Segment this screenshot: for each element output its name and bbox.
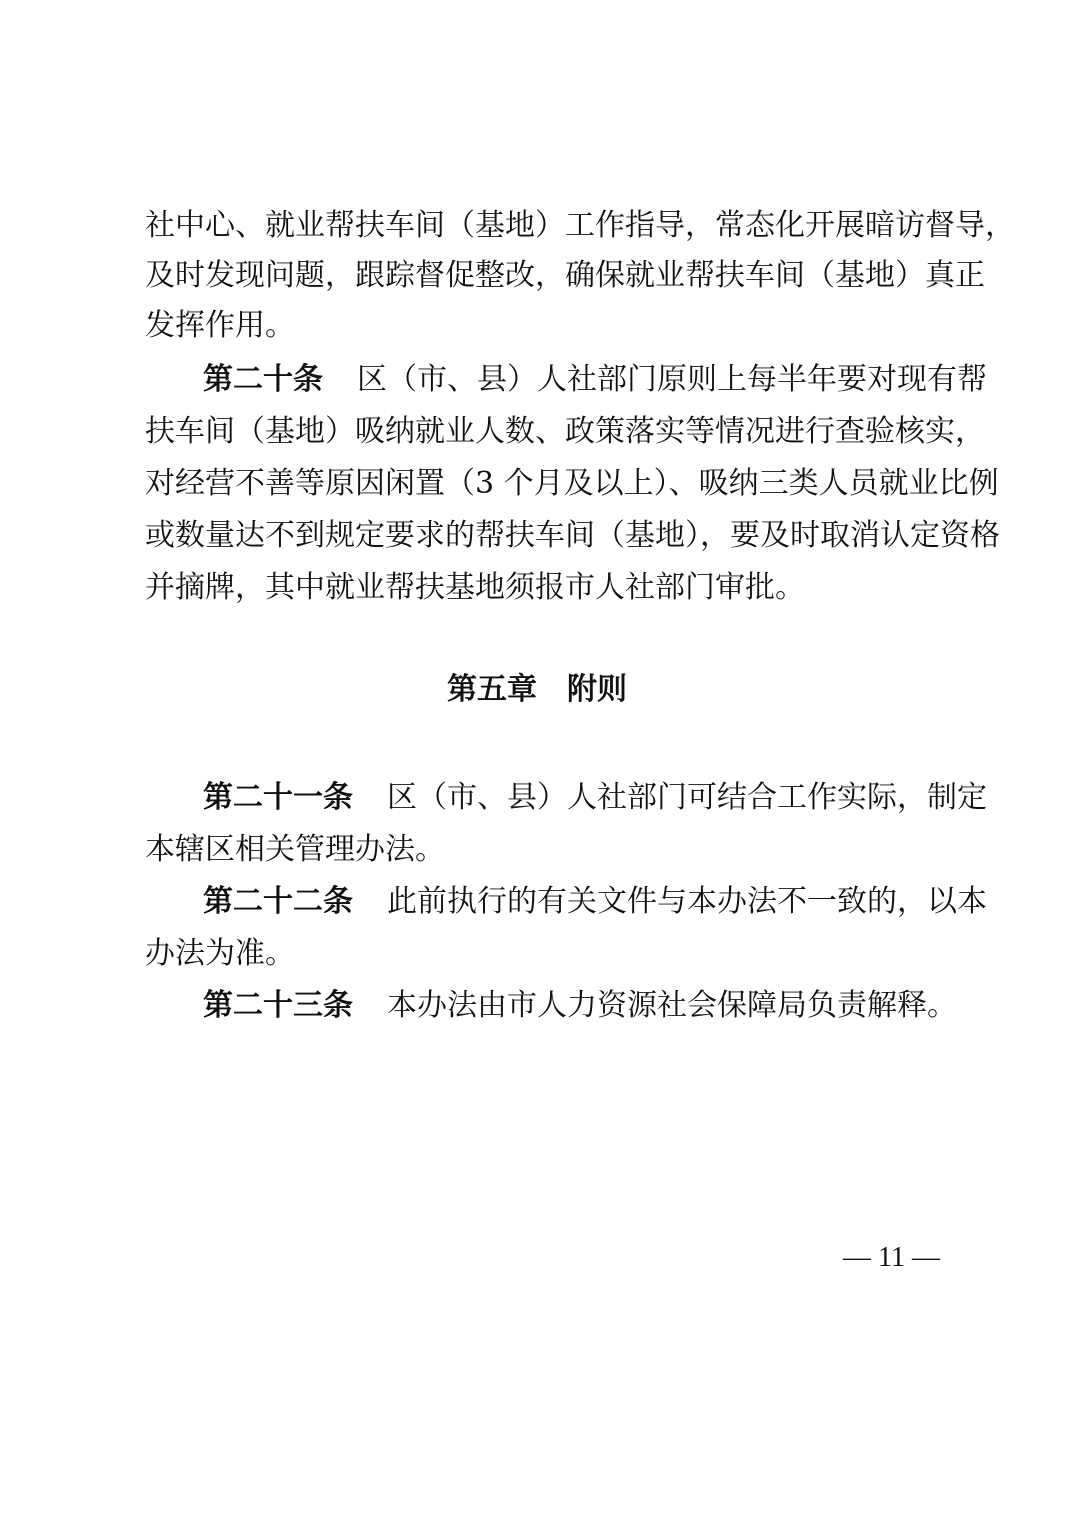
article-22-first-line	[203, 882, 987, 922]
chapter-title: 附则	[567, 672, 627, 707]
paragraph-line: 或数量达不到规定要求的帮扶车间（基地），要及时取消认定资格	[145, 518, 1000, 553]
chapter-number: 第五章	[447, 672, 537, 707]
paragraph-line: 本辖区相关管理办法。	[145, 832, 445, 867]
paragraph-line: 并摘牌，其中就业帮扶基地须报市人社部门审批。	[145, 570, 805, 605]
article-heading: 第二十条	[203, 362, 323, 397]
article-heading: 第二十一条	[203, 780, 353, 815]
article-20-first-line	[203, 360, 987, 400]
article-text: 区（市、县）人社部门原则上每半年要对现有帮	[357, 362, 987, 397]
chapter-heading	[0, 670, 1074, 710]
article-21-first-line	[203, 778, 987, 818]
article-text: 本办法由市人力资源社会保障局负责解释。	[387, 988, 957, 1023]
page-number: — 11 —	[843, 1242, 940, 1273]
article-text: 区（市、县）人社部门可结合工作实际，制定	[387, 780, 987, 815]
article-text: 此前执行的有关文件与本办法不一致的，以本	[387, 884, 987, 919]
article-heading: 第二十二条	[203, 884, 353, 919]
article-heading: 第二十三条	[203, 988, 353, 1023]
paragraph-line: 对经营不善等原因闲置（3 个月及以上）、吸纳三类人员就业比例	[145, 466, 999, 501]
paragraph-line: 扶车间（基地）吸纳就业人数、政策落实等情况进行查验核实，	[145, 414, 985, 449]
article-23-line	[203, 986, 957, 1026]
paragraph-line: 社中心、就业帮扶车间（基地）工作指导，常态化开展暗访督导，	[145, 208, 1015, 243]
paragraph-line: 发挥作用。	[145, 308, 295, 343]
paragraph-line: 办法为准。	[145, 936, 295, 971]
paragraph-line: 及时发现问题，跟踪督促整改，确保就业帮扶车间（基地）真正	[145, 258, 985, 293]
